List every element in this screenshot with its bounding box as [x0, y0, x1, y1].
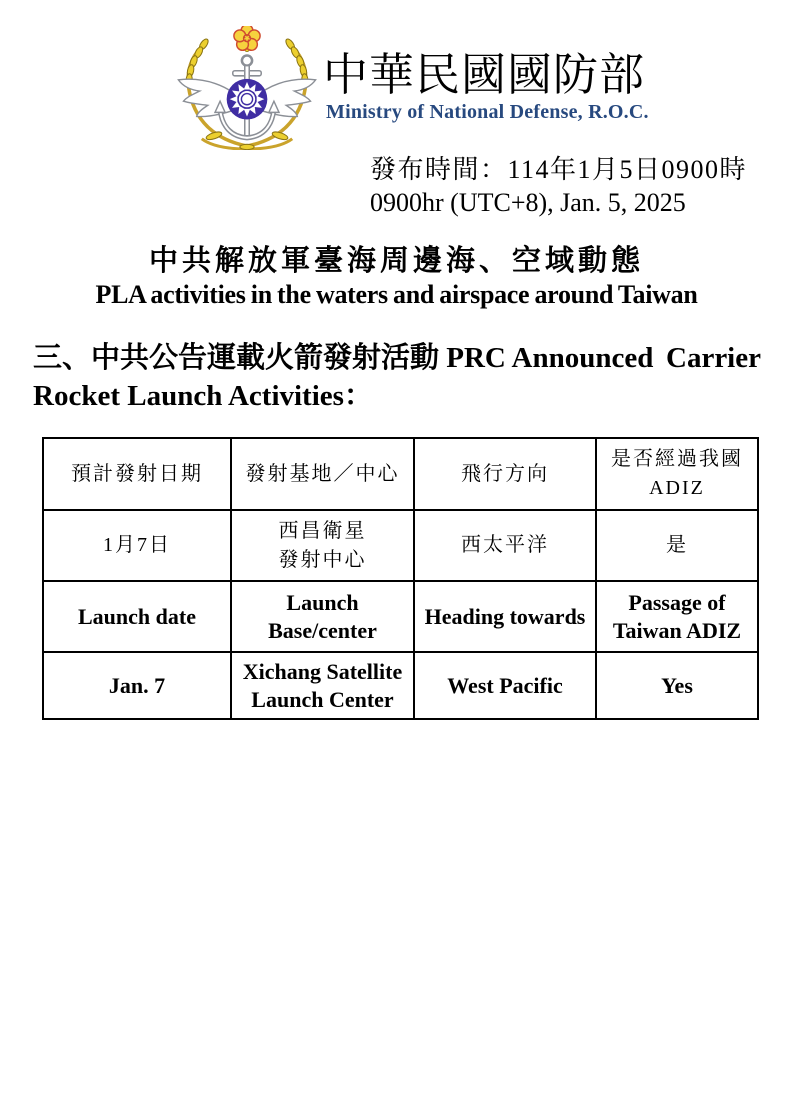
- org-name-zh: 中華民國國防部: [323, 50, 646, 100]
- table-cell: 預計發射日期: [43, 438, 231, 510]
- section-heading-line1-left: 三、中共公告運載火箭發射活動 PRC Announced: [33, 342, 654, 374]
- section-heading-line2: Rocket Launch Activities：: [33, 380, 373, 412]
- document-title-en: PLA activities in the waters and airspace around Taiwan: [95, 280, 698, 309]
- table-cell: Passage of Taiwan ADIZ: [596, 581, 758, 652]
- table-cell: 是否經過我國 ADIZ: [596, 438, 758, 510]
- table-cell: Launch date: [43, 581, 231, 652]
- mnd-emblem-icon: [172, 26, 322, 150]
- table-cell: 是: [596, 510, 758, 581]
- table-row-data-zh: [43, 510, 758, 581]
- release-time-block: [370, 153, 747, 219]
- table-cell: Xichang Satellite Launch Center: [231, 652, 414, 719]
- section-heading-line1: [33, 339, 761, 377]
- table-cell: Yes: [596, 652, 758, 719]
- document-title: [0, 243, 793, 310]
- national-sun-disc-icon: [227, 79, 268, 120]
- table-row-headers-en: [43, 581, 758, 652]
- section-heading: [33, 339, 761, 415]
- table-cell: 飛行方向: [414, 438, 596, 510]
- table-cell: Heading towards: [414, 581, 596, 652]
- org-name-en: Ministry of National Defense, R.O.C.: [326, 101, 649, 123]
- plum-blossom-icon: [234, 26, 260, 52]
- table-cell: Launch Base/center: [231, 581, 414, 652]
- table-row-headers-zh: [43, 438, 758, 510]
- document-title-zh: 中共解放軍臺海周邊海、空域動態: [148, 245, 644, 277]
- release-time-zh: 發布時間：114年1月5日0900時: [370, 155, 748, 184]
- table-row-data-en: [43, 652, 758, 719]
- launch-activities-table: [42, 437, 759, 720]
- table-cell: West Pacific: [414, 652, 596, 719]
- table-cell: 西昌衛星 發射中心: [231, 510, 414, 581]
- table-cell: Jan. 7: [43, 652, 231, 719]
- release-time-en: 0900hr (UTC+8), Jan. 5, 2025: [370, 188, 686, 217]
- table-cell: 西太平洋: [414, 510, 596, 581]
- table-cell: 發射基地／中心: [231, 438, 414, 510]
- table-cell: 1月7日: [43, 510, 231, 581]
- section-heading-line1-right: Carrier: [666, 342, 761, 374]
